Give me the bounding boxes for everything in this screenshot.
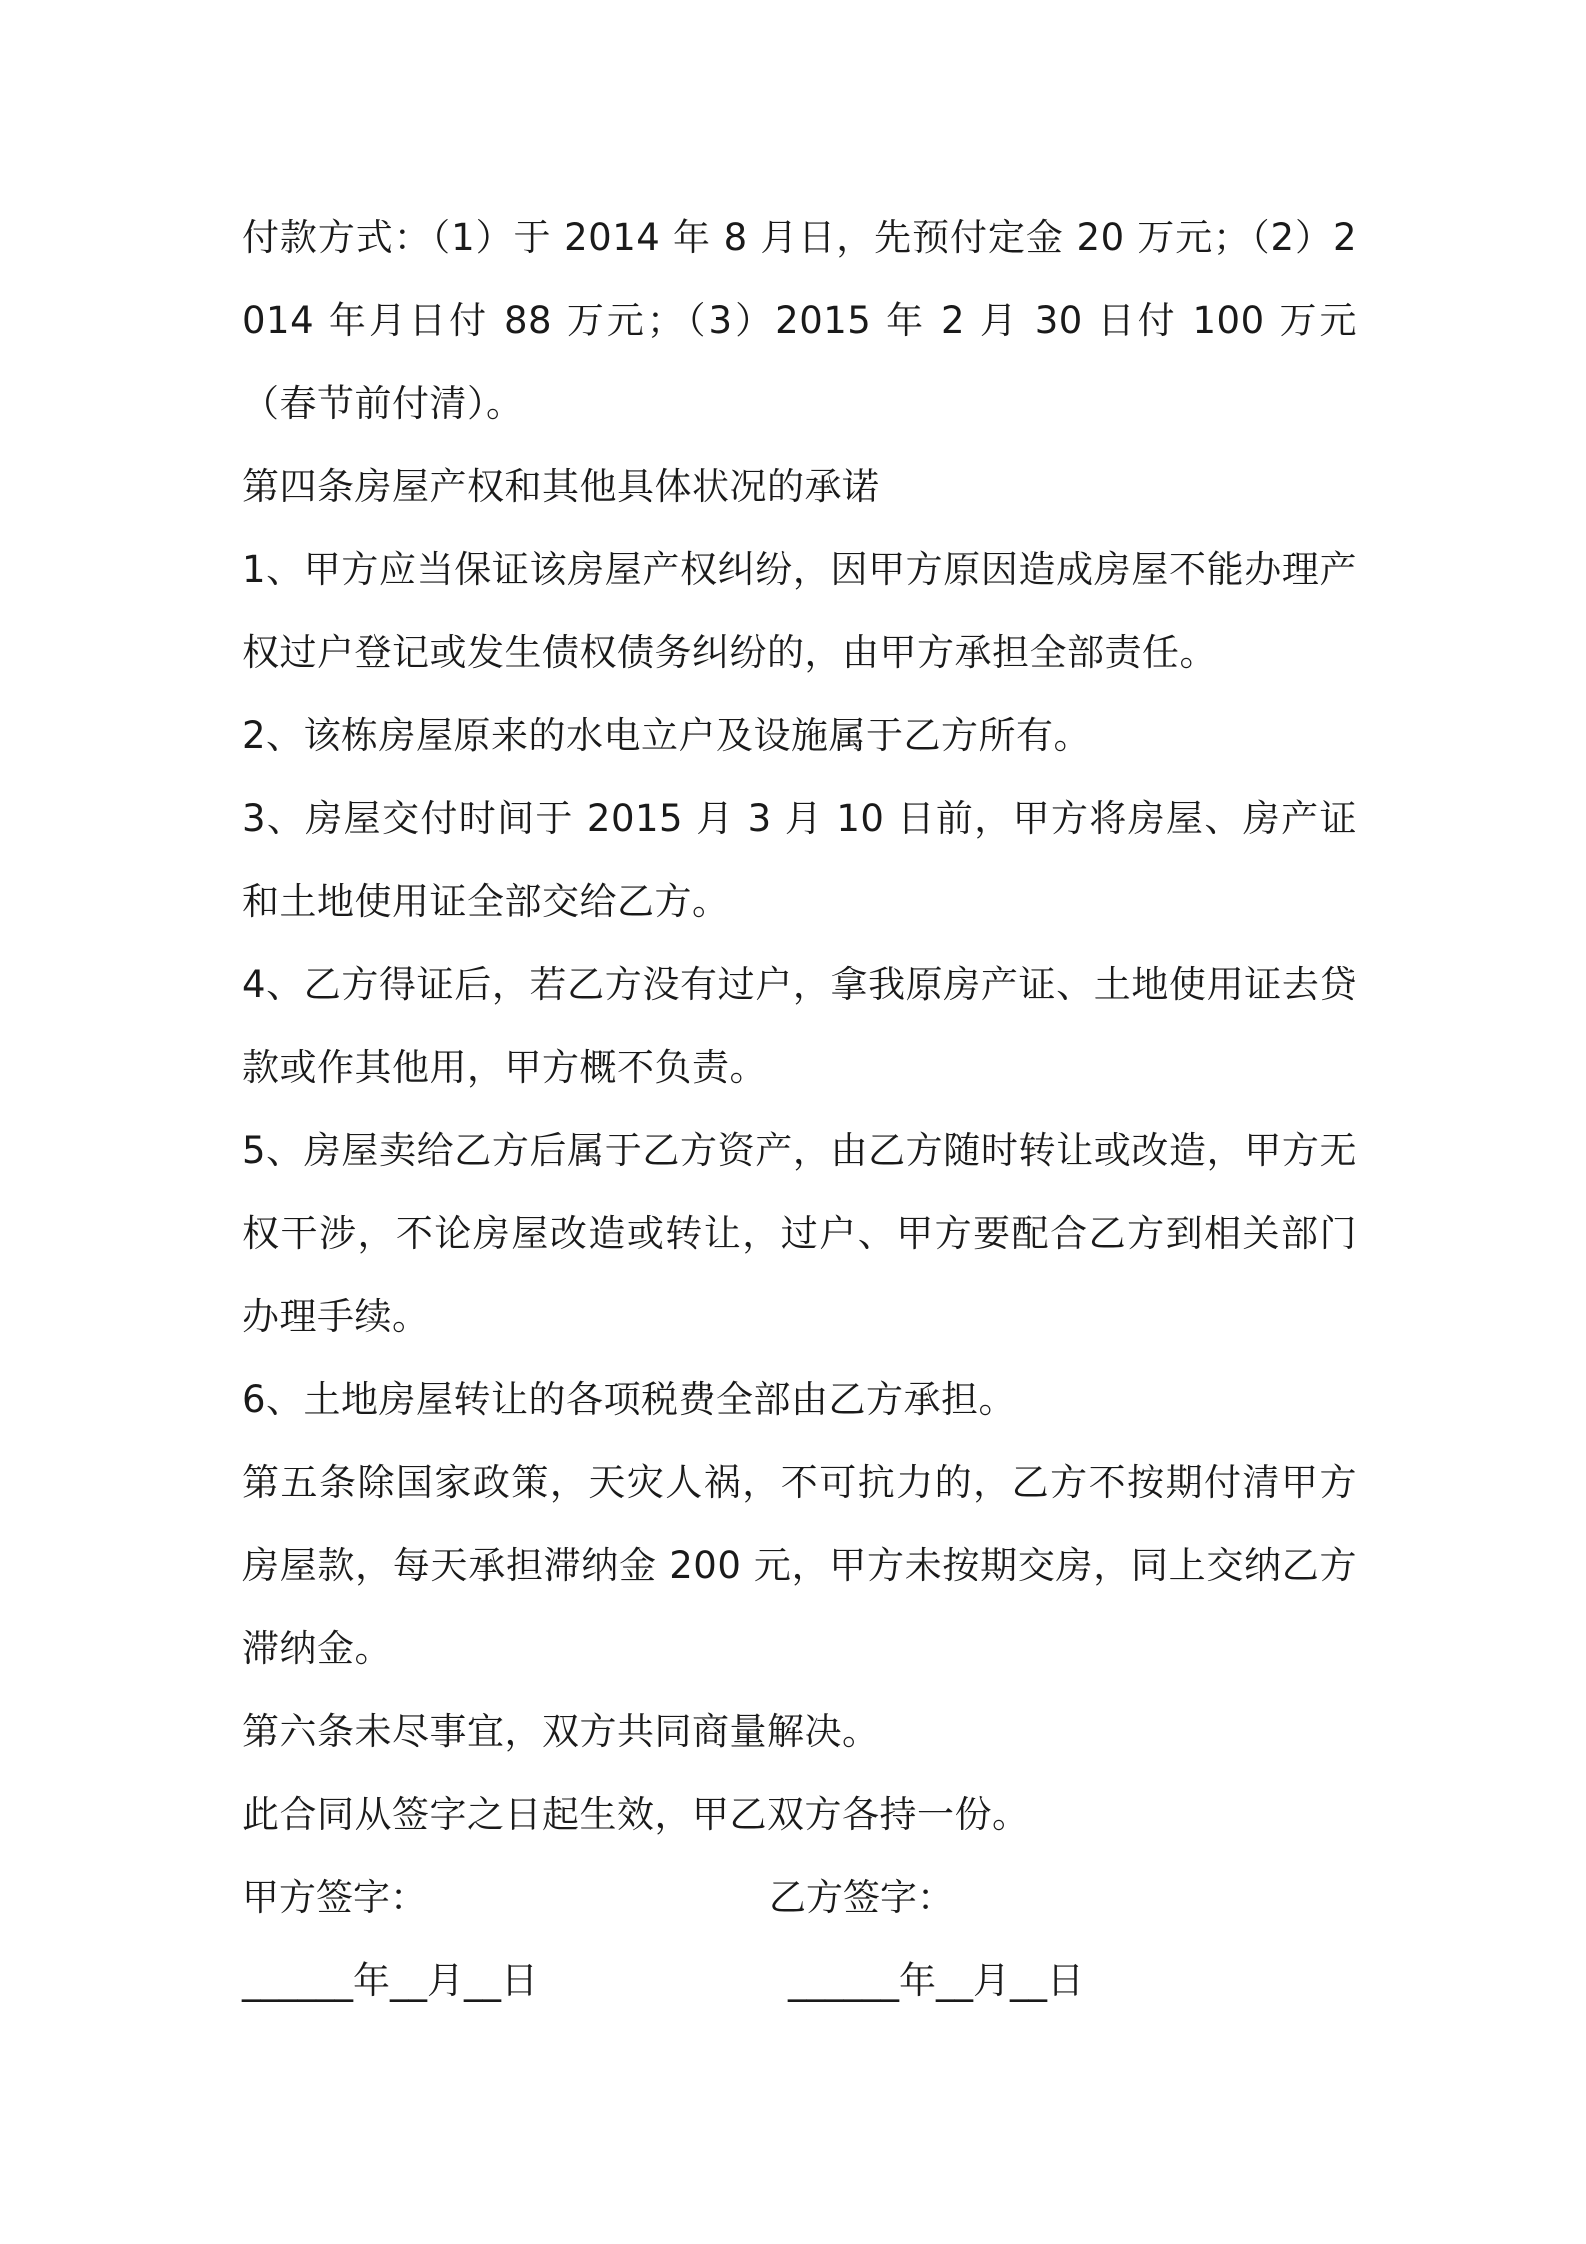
article-6-paragraph: 第六条未尽事宜，双方共同商量解决。 bbox=[242, 1710, 880, 1753]
article-4-clause-1: 1、甲方应当保证该房屋产权纠纷，因甲方原因造成房屋不能办理产权过户登记或发生债权债务纠纷的，由甲方承担全部责任。 bbox=[242, 548, 1357, 674]
party-b-date-line: ______年__月__日 bbox=[788, 1959, 1084, 2002]
article-5-paragraph: 第五条除国家政策，天灾人祸，不可抗力的，乙方不按期付清甲方房屋款，每天承担滞纳金 200 元，甲方未按期交房，同上交纳乙方滞纳金。 bbox=[242, 1461, 1357, 1670]
document-body bbox=[242, 196, 1357, 2022]
payment-terms-paragraph: 付款方式：（1）于 2014 年 8 月日，先预付定金 20 万元；（2）2014 年月日付 88 万元；（3）2015 年 2 月 30 日付 100 万元（春节前付清）。 bbox=[242, 216, 1357, 425]
signature-date-row bbox=[242, 1939, 1357, 2022]
party-a-date-line: ______年__月__日 bbox=[242, 1959, 538, 2002]
article-4-clause-3: 3、房屋交付时间于 2015 月 3 月 10 日前，甲方将房屋、房产证和土地使用证全部交给乙方。 bbox=[242, 797, 1357, 923]
article-4-clause-6: 6、土地房屋转让的各项税费全部由乙方承担。 bbox=[242, 1378, 1017, 1421]
article-4-clause-4: 4、乙方得证后，若乙方没有过户，拿我原房产证、土地使用证去贷款或作其他用，甲方概不负责。 bbox=[242, 963, 1357, 1089]
party-b-signature-label: 乙方签字： bbox=[769, 1876, 954, 1919]
signature-label-row bbox=[242, 1856, 1357, 1939]
party-a-signature-label: 甲方签字： bbox=[242, 1876, 427, 1919]
article-4-heading: 第四条房屋产权和其他具体状况的承诺 bbox=[242, 465, 880, 508]
article-4-clause-5: 5、房屋卖给乙方后属于乙方资产，由乙方随时转让或改造，甲方无权干涉，不论房屋改造或转让，过户、甲方要配合乙方到相关部门办理手续。 bbox=[242, 1129, 1357, 1338]
article-4-clause-2: 2、该栋房屋原来的水电立户及设施属于乙方所有。 bbox=[242, 714, 1092, 757]
effective-clause: 此合同从签字之日起生效，甲乙双方各持一份。 bbox=[242, 1793, 1030, 1836]
